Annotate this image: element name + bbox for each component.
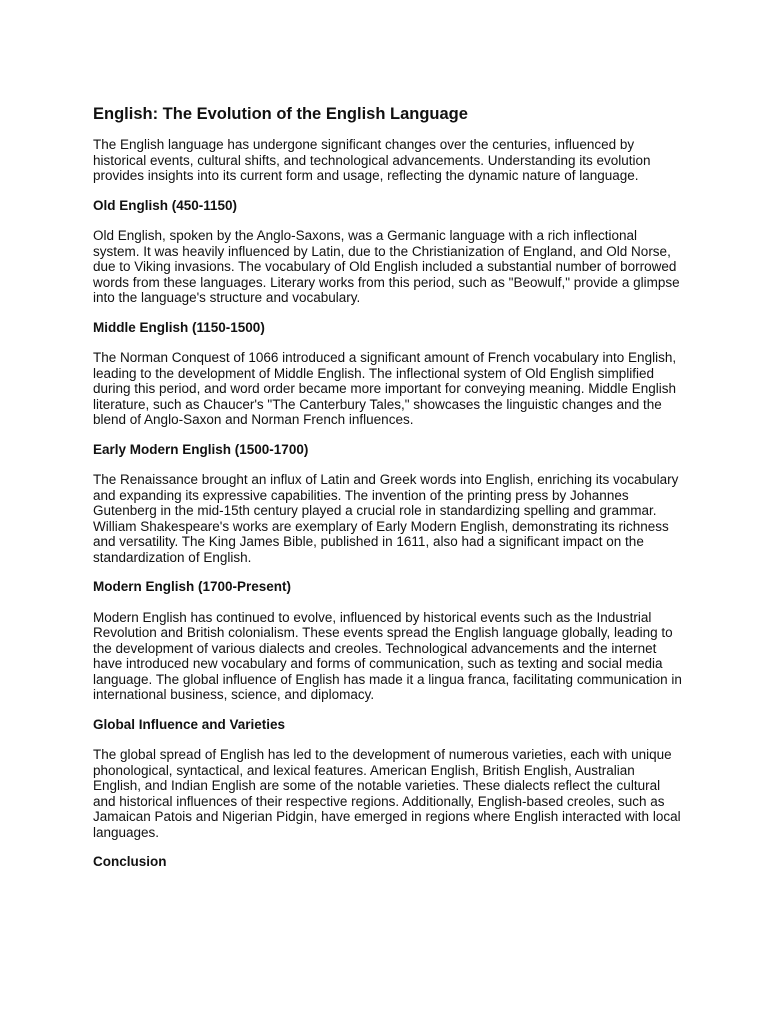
- section-heading-old-english: Old English (450-1150): [93, 197, 238, 213]
- document-page: [93, 104, 683, 885]
- section-body-old-english: Old English, spoken by the Anglo-Saxons, was a Germanic language with a rich inflectional system. It was heavily influenced by Latin, due to the Christianization of England, and Old Norse, due to Viking invasions. The vocabulary of Old English included a substantial number of borrowed words from these languages. Literary works from this period, such as "Beowulf," provide a glimpse into the language's structure and vocabulary.: [93, 228, 680, 305]
- section-body-middle-english: The Norman Conquest of 1066 introduced a significant amount of French vocabulary into English, leading to the development of Middle English. The inflectional system of Old English simplified during this period, and word order became more important for conveying meaning. Middle English literature, such as Chaucer's "The Canterbury Tales," showcases the linguistic changes and the blend of Anglo-Saxon and Norman French influences.: [93, 350, 677, 427]
- section-heading-early-modern-english: Early Modern English (1500-1700): [93, 441, 309, 457]
- section-body-early-modern-english: The Renaissance brought an influx of Latin and Greek words into English, enriching its vocabulary and expanding its expressive capabilities. The invention of the printing press by Johannes Gutenberg in the mid-15th century played a crucial role in standardizing spelling and grammar. William Shakespeare's works are exemplary of Early Modern English, demonstrating its richness and versatility. The King James Bible, published in 1611, also had a significant impact on the standardization of English.: [93, 472, 679, 565]
- section-body-modern-english: Modern English has continued to evolve, influenced by historical events such as the Industrial Revolution and British colonialism. These events spread the English language globally, leading to the development of various dialects and creoles. Technological advancements and the internet have introduced new vocabulary and forms of communication, such as texting and social media language. The global influence of English has made it a lingua franca, facilitating communication in international business, science, and diplomacy.: [93, 609, 682, 702]
- section-body-global-influence: The global spread of English has led to the development of numerous varieties, each with unique phonological, syntactical, and lexical features. American English, British English, Australian English, and Indian English are some of the notable varieties. These dialects reflect the cultural and historical influences of their respective regions. Additionally, English-based creoles, such as Jamaican Patois and Nigerian Pidgin, have emerged in regions where English interacted with local languages.: [93, 747, 681, 840]
- document-title: English: The Evolution of the English Language: [93, 105, 468, 123]
- section-heading-conclusion: Conclusion: [93, 854, 167, 869]
- section-heading-modern-english: Modern English (1700-Present): [93, 579, 292, 594]
- section-heading-middle-english: Middle English (1150-1500): [93, 319, 265, 335]
- intro-paragraph: The English language has undergone significant changes over the centuries, influenced by historical events, cultural shifts, and technological advancements. Understanding its evolution provides insights into its current form and usage, reflecting the dynamic nature of language.: [93, 137, 651, 183]
- section-heading-global-influence: Global Influence and Varieties: [93, 716, 286, 732]
